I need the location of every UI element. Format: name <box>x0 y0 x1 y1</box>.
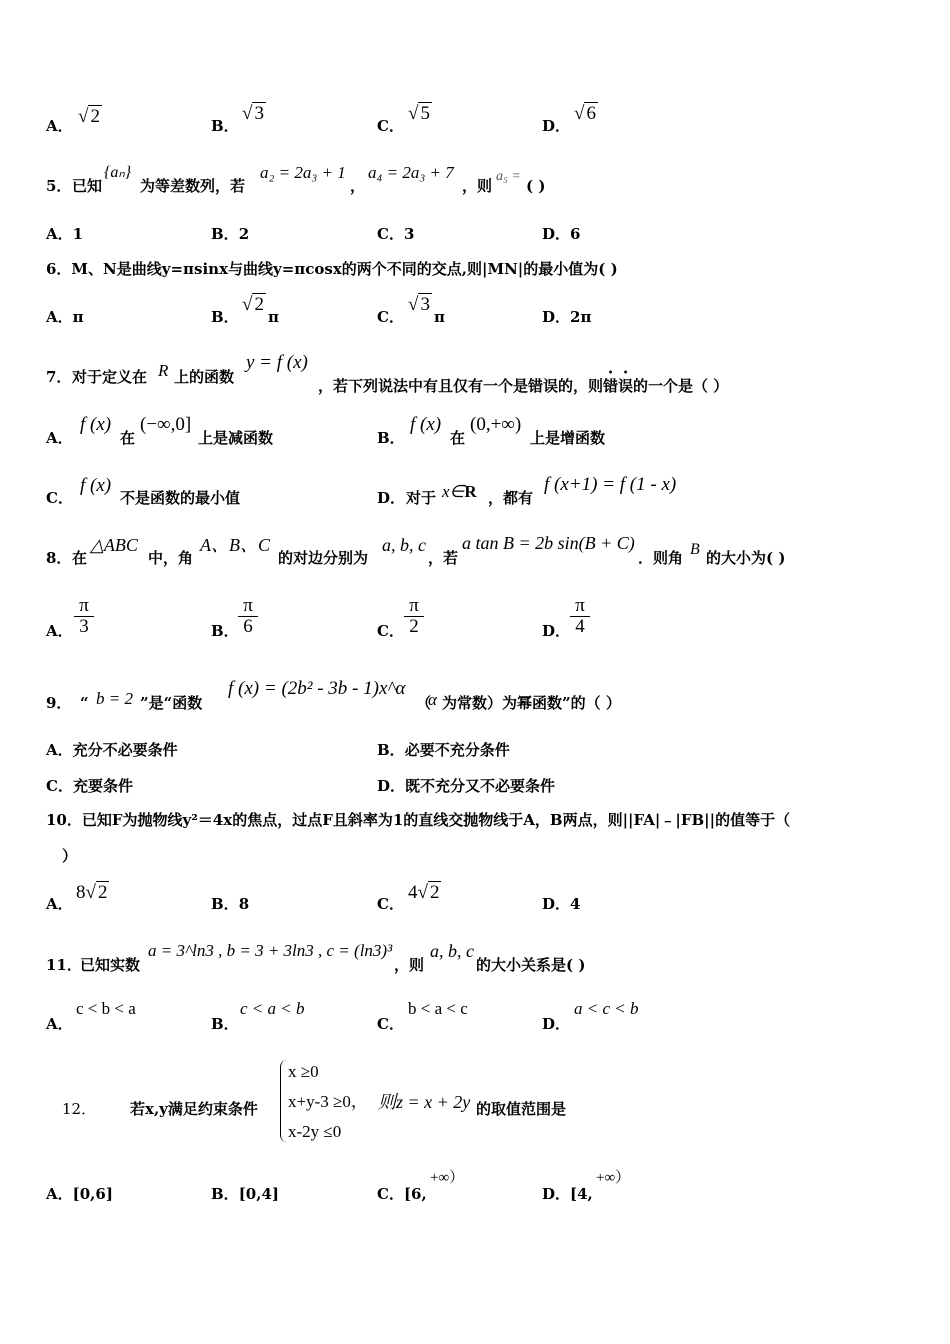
q4-option-d-label: D． <box>542 117 571 135</box>
q10-option-c-label: C． <box>377 895 404 913</box>
q4-option-d-value: √ 6 <box>574 103 596 124</box>
q7-option-c-label: C． <box>46 489 73 507</box>
q10-option-a-value: 8√ 2 <box>76 882 108 903</box>
q8-math-tri: △ABC <box>90 535 138 555</box>
q5-option-c: C．3 <box>377 225 415 243</box>
q5-math-a5: a₅ = <box>496 169 521 184</box>
q11-text-1: 已知实数 <box>80 956 141 974</box>
q8-option-d-fraction: $\frac{\pi}{4}$ <box>570 596 590 637</box>
q8-math-B: B <box>690 541 700 558</box>
q8-option-a-fraction: $\frac{\pi}{3}$ <box>74 596 94 637</box>
q12-constraint-3: x-2y ≤0 <box>288 1122 342 1141</box>
q11-math-1: a = 3^ln3 , b = 3 + 3ln3 , c = (ln3)³ <box>148 941 393 960</box>
q8-text-3: 的对边分别为 <box>278 549 369 567</box>
q9-option-d: D．既不充分又不必要条件 <box>377 777 556 795</box>
q4-option-a-label: A． <box>46 117 73 135</box>
q8-text-6: 的大小为( ) <box>706 549 786 567</box>
q9-text-4: 为常数）为幂函数”的（ ） <box>442 694 621 712</box>
q4-option-a-value: √ 2 <box>78 106 100 127</box>
q9-option-b: B．必要不充分条件 <box>377 741 510 759</box>
q6-option-c-pi: π <box>434 308 445 326</box>
q5-math-seq: {aₙ} <box>104 164 132 181</box>
q12-constraint-2: x+y-3 ≥0， <box>288 1092 368 1111</box>
q4-option-c-label: C． <box>377 117 404 135</box>
q5-text-1: 已知 <box>72 177 103 195</box>
q6-option-c-label: C． <box>377 308 404 326</box>
q6-stem: 6．M、N是曲线y=πsinx与曲线y=πcosx的两个不同的交点,则|MN|的最小值为( ) <box>46 260 618 278</box>
q12-text-2: 的取值范围是 <box>476 1100 567 1118</box>
q9-math-2: f (x) = (2b² - 3b - 1)x^α <box>228 678 406 699</box>
q8-math-eq: a tan B = 2b sin(B + C) <box>462 533 635 553</box>
q8-text-2: 中，角 <box>148 549 194 567</box>
q8-option-b-fraction: $\frac{\pi}{6}$ <box>238 596 258 637</box>
q5-number: 5． <box>46 177 72 195</box>
q7-option-c-text1: 不是函数的最小值 <box>120 489 241 507</box>
q4-option-b-label: B． <box>211 117 239 135</box>
q11-option-d-label: D． <box>542 1015 571 1033</box>
q7-text-2: 上的函数 <box>174 368 235 386</box>
q12-math-z: 则z = x + 2y <box>378 1092 471 1112</box>
q8-number: 8． <box>46 549 72 567</box>
q5-text-3: ，则 <box>462 177 493 195</box>
q7-option-a-label: A． <box>46 429 73 447</box>
q8-math-abc: A、B、C <box>200 535 270 555</box>
q8-text-4: ，若 <box>428 549 459 567</box>
q12-text-1: 若x,y满足约束条件 <box>130 1100 258 1118</box>
q10-option-b: B．8 <box>211 895 250 913</box>
q11-text-3: 的大小关系是( ) <box>476 956 586 974</box>
q9-option-c: C．充要条件 <box>46 777 133 795</box>
q4-option-b-value: √ 3 <box>242 103 264 124</box>
q12-option-c-infinity: +∞） <box>430 1170 465 1186</box>
q7-emphasis: 错误 <box>603 377 634 395</box>
q6-option-b-value: √ 2 <box>242 294 264 315</box>
q12-option-a: A．[0,6] <box>46 1185 113 1203</box>
q9-option-a: A．充分不必要条件 <box>46 741 178 759</box>
q5-text-2: 为等差数列，若 <box>140 177 246 195</box>
q11-option-c-value: b < a < c <box>408 999 468 1018</box>
q7-option-a-math2: (−∞,0] <box>140 414 192 435</box>
q8-option-a-label: A． <box>46 622 73 640</box>
q9-math-3: α <box>428 690 437 709</box>
q7-option-b-math1: f (x) <box>410 414 442 435</box>
q6-option-c-value: √ 3 <box>408 294 430 315</box>
q8-option-d-label: D． <box>542 622 571 640</box>
q9-text-2: ”是“函数 <box>140 694 203 712</box>
q9-math-1: b = 2 <box>96 689 133 708</box>
q11-math-2: a, b, c <box>430 941 474 961</box>
q11-number: 11． <box>46 956 82 974</box>
q7-number: 7． <box>46 368 72 386</box>
q8-option-c-fraction: $\frac{\pi}{2}$ <box>404 596 424 637</box>
q8-option-b-label: B． <box>211 622 239 640</box>
q12-number: 12． <box>62 1100 97 1118</box>
q6-option-b-label: B． <box>211 308 239 326</box>
q6-option-b-pi: π <box>268 308 279 326</box>
q11-option-b-value: c < a < b <box>240 999 305 1018</box>
q8-option-c-label: C． <box>377 622 404 640</box>
q6-option-a: A．π <box>46 308 84 326</box>
q8-math-sides: a, b, c <box>382 535 426 555</box>
q7-option-b-text1: 在 <box>450 429 466 447</box>
q5-comma: ， <box>350 177 366 195</box>
q10-option-a-label: A． <box>46 895 73 913</box>
q7-option-d-text1: ，都有 <box>488 489 534 507</box>
q11-option-a-value: c < b < a <box>76 999 136 1018</box>
q7-option-d-math2: f (x+1) = f (1 - x) <box>544 474 677 495</box>
q10-option-c-value: 4√ 2 <box>408 882 440 903</box>
q7-option-d-text0: 对于 <box>406 489 437 507</box>
q7-option-a-text2: 上是减函数 <box>198 429 274 447</box>
q4-option-c-value: √ 5 <box>408 103 430 124</box>
q9-text-3: （ <box>416 694 432 712</box>
q5-option-a: A．1 <box>46 225 84 243</box>
q7-text-3: ，若下列说法中有且仅有一个是错误的，则错误的一个是（ ） <box>318 377 729 395</box>
q11-option-c-label: C． <box>377 1015 404 1033</box>
q12-option-d: D．[4, <box>542 1185 593 1203</box>
q12-option-b: B．[0,4] <box>211 1185 279 1203</box>
q7-option-a-text1: 在 <box>120 429 136 447</box>
q7-option-d-math1: x∈R <box>442 482 477 501</box>
q7-option-a-math1: f (x) <box>80 414 112 435</box>
q7-option-b-label: B． <box>377 429 405 447</box>
q5-math-cond1: a₂ = 2a₃ + 1 <box>260 163 346 182</box>
q11-option-b-label: B． <box>211 1015 239 1033</box>
q5-option-d: D．6 <box>542 225 581 243</box>
q7-option-c-math1: f (x) <box>80 475 112 496</box>
q7-text-1: 对于定义在 <box>72 368 148 386</box>
q9-text-1: “ <box>80 694 89 712</box>
q8-text-1: 在 <box>72 549 88 567</box>
q5-math-cond2: a₄ = 2a₃ + 7 <box>368 163 454 182</box>
q7-math-R: R <box>158 361 169 380</box>
q12-brace <box>280 1060 287 1142</box>
q7-option-d-label: D． <box>377 489 406 507</box>
q6-option-d: D．2π <box>542 308 592 326</box>
q9-number: 9． <box>46 694 72 712</box>
q5-text-4: ( ) <box>526 177 546 195</box>
q11-option-a-label: A． <box>46 1015 73 1033</box>
q5-option-b: B．2 <box>211 225 250 243</box>
q11-text-2: ，则 <box>394 956 425 974</box>
q8-text-5: ．则角 <box>638 549 684 567</box>
q10-stem-line1: 10．已知F为抛物线y²＝4x的焦点，过点F且斜率为1的直线交抛物线于A，B两点，则||FA|﹣|FB||的值等于（ <box>46 811 791 829</box>
q7-option-b-math2: (0,+∞) <box>470 414 522 435</box>
q10-option-d: D．4 <box>542 895 581 913</box>
q12-option-c: C．[6, <box>377 1185 427 1203</box>
q12-constraint-1: x ≥0 <box>288 1062 319 1081</box>
q7-option-b-text2: 上是增函数 <box>530 429 606 447</box>
q7-math-fn: y = f (x) <box>246 352 308 373</box>
q11-option-d-value: a < c < b <box>574 999 639 1018</box>
q12-option-d-infinity: +∞） <box>596 1170 631 1186</box>
q10-stem-line2: ） <box>62 847 78 865</box>
